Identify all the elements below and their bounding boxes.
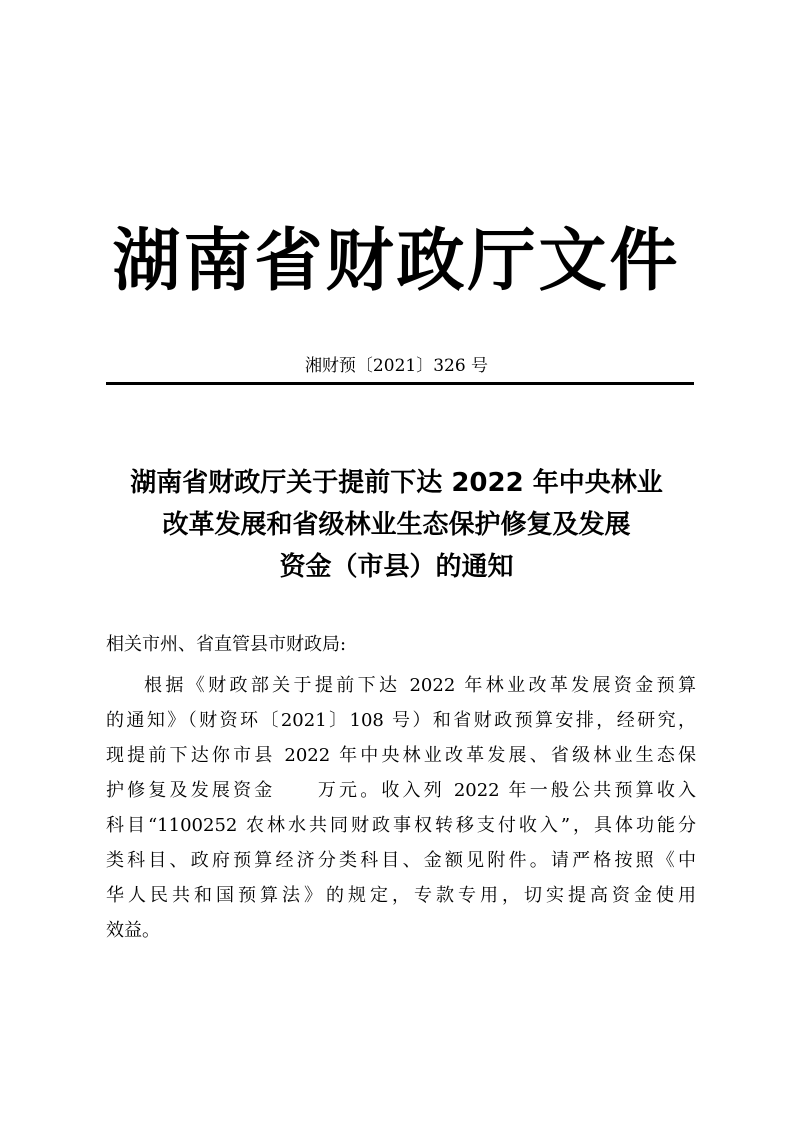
body-line: 的通知》（财资环〔2021〕108 号）和省财政预算安排，经研究， bbox=[106, 710, 696, 731]
body-paragraph bbox=[106, 668, 696, 948]
document-title bbox=[60, 462, 733, 588]
header-divider bbox=[106, 382, 694, 385]
issuer-header: 湖南省财政厅文件 bbox=[112, 222, 681, 301]
title-line: 湖南省财政厅关于提前下达 2022 年中央林业 bbox=[130, 468, 663, 498]
body-line: 华人民共和国预算法》的规定，专款专用，切实提高资金使用 bbox=[106, 885, 696, 906]
body-line: 效益。 bbox=[106, 920, 160, 941]
recipient-line: 相关市州、省直管县市财政局: bbox=[106, 634, 347, 655]
body-line: 科目“1100252 农林水共同财政事权转移支付收入”，具体功能分 bbox=[106, 815, 696, 836]
title-line: 资金（市县）的通知 bbox=[279, 552, 514, 582]
body-line: 现提前下达你市县 2022 年中央林业改革发展、省级林业生态保 bbox=[106, 745, 696, 766]
document-number: 湘财预〔2021〕326 号 bbox=[304, 356, 489, 376]
title-line: 改革发展和省级林业生态保护修复及发展 bbox=[162, 510, 631, 540]
body-line: 类科目、政府预算经济分类科目、金额见附件。请严格按照《中 bbox=[106, 850, 696, 871]
body-line: 根据《财政部关于提前下达 2022 年林业改革发展资金预算 bbox=[144, 675, 696, 696]
body-line: 护修复及发展资金 万元。收入列 2022 年一般公共预算收入 bbox=[106, 780, 696, 801]
